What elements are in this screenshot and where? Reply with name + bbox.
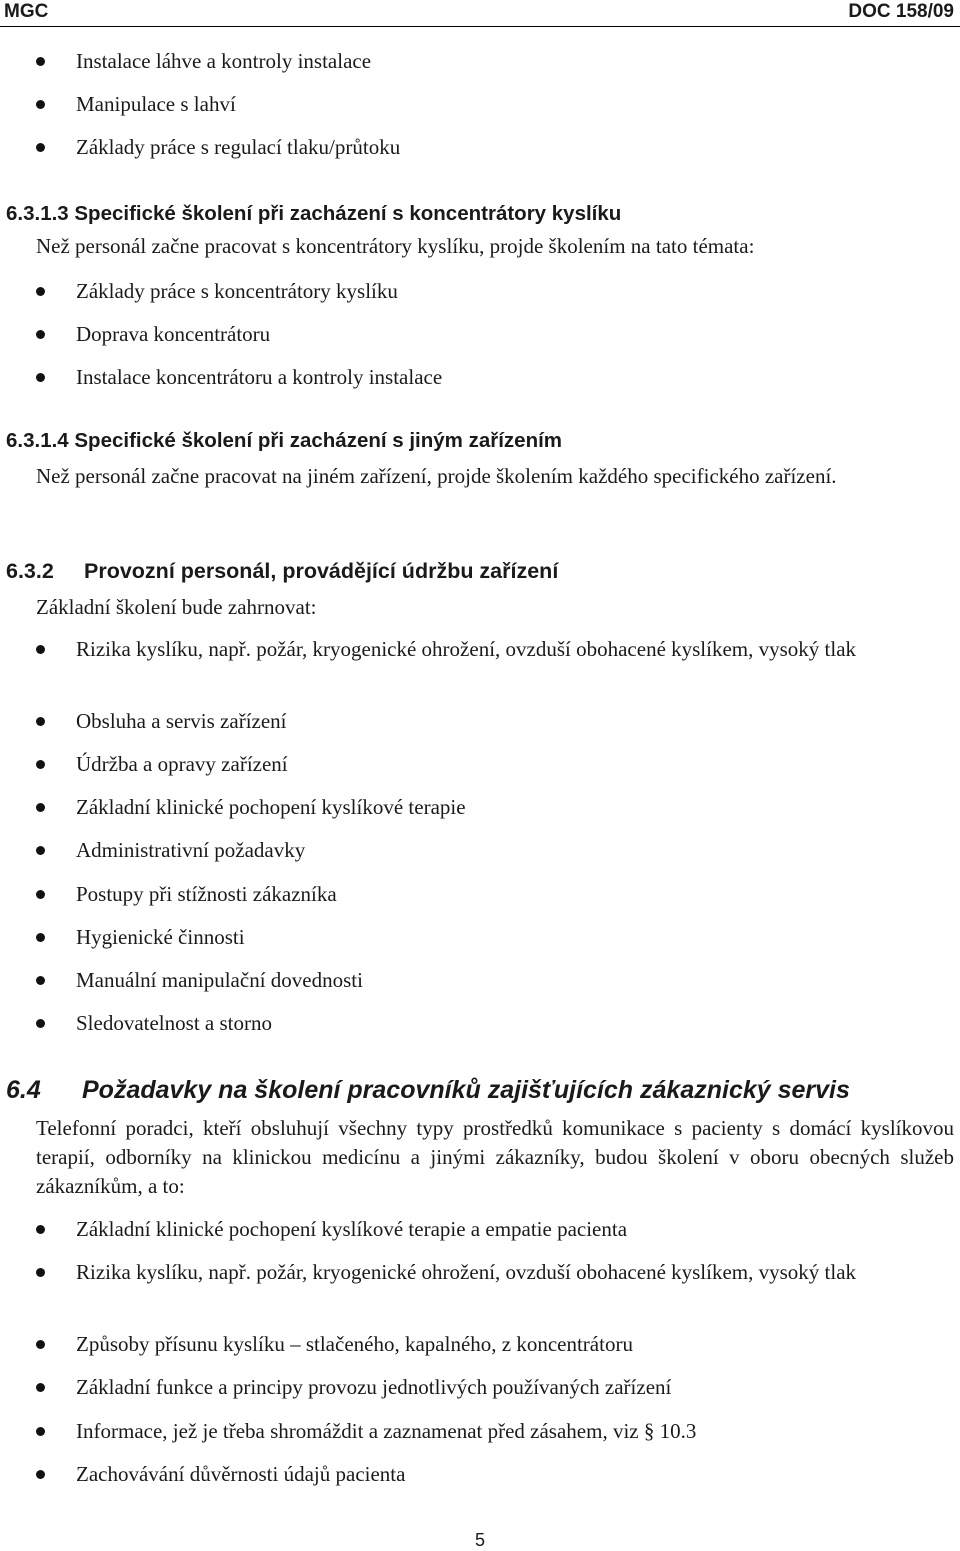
bullet-icon: [36, 143, 45, 152]
bullet-icon: [36, 645, 45, 654]
bullet-icon: [36, 846, 45, 855]
section-heading-6-4: [6, 1074, 850, 1106]
bullet-icon: [36, 803, 45, 812]
bullet-icon: [36, 1225, 45, 1234]
bullet-icon: [36, 373, 45, 382]
bullet-icon: [36, 1470, 45, 1479]
bullet-icon: [36, 57, 45, 66]
section-heading-6-3-1-4: 6.3.1.4 Specifické školení při zacházení s jiným zařízením: [6, 429, 563, 452]
bullet-icon: [36, 1019, 45, 1028]
bullet-icon: [36, 976, 45, 985]
section-heading-6-3-2: [6, 558, 558, 584]
bullet-icon: [36, 717, 45, 726]
section-number: 6.4: [6, 1076, 41, 1104]
section-heading-6-3-1-3: 6.3.1.3 Specifické školení při zacházení s koncentrátory kyslíku: [6, 202, 622, 225]
header-right: DOC 158/09: [848, 1, 954, 22]
bullet-icon: [36, 100, 45, 109]
header-left: MGC: [4, 1, 49, 22]
section-title: Provozní personál, provádějící údržbu zařízení: [84, 559, 559, 583]
bullet-icon: [36, 933, 45, 942]
section-title: Požadavky na školení pracovníků zajišťujících zákaznický servis: [82, 1076, 850, 1104]
bullet-icon: [36, 1268, 45, 1277]
section-number: 6.3.2: [6, 559, 54, 583]
bullet-icon: [36, 760, 45, 769]
section-text: Než personál začne pracovat na jiném zařízení, projde školením každého specifického zařízení.: [36, 464, 837, 488]
bullet-icon: [36, 890, 45, 899]
bullet-icon: [36, 1340, 45, 1349]
section-intro: Základní školení bude zahrnovat:: [36, 595, 317, 619]
bullet-icon: [36, 1427, 45, 1436]
bullet-icon: [36, 330, 45, 339]
section-intro: Než personál začne pracovat s koncentrátory kyslíku, projde školením na tato témata:: [36, 234, 755, 258]
section-intro: Telefonní poradci, kteří obsluhují všechny typy prostředků komunikace s pacienty s domácí kyslíkovou terapií, odborníky na klinickou medicínu a jinými zákazníky, budou školení v oboru obecných služeb zákazníkům, a to:: [36, 1116, 954, 1198]
page-header: [0, 0, 960, 27]
bullet-icon: [36, 287, 45, 296]
bullet-icon: [36, 1383, 45, 1392]
page-number: 5: [474, 1530, 485, 1550]
